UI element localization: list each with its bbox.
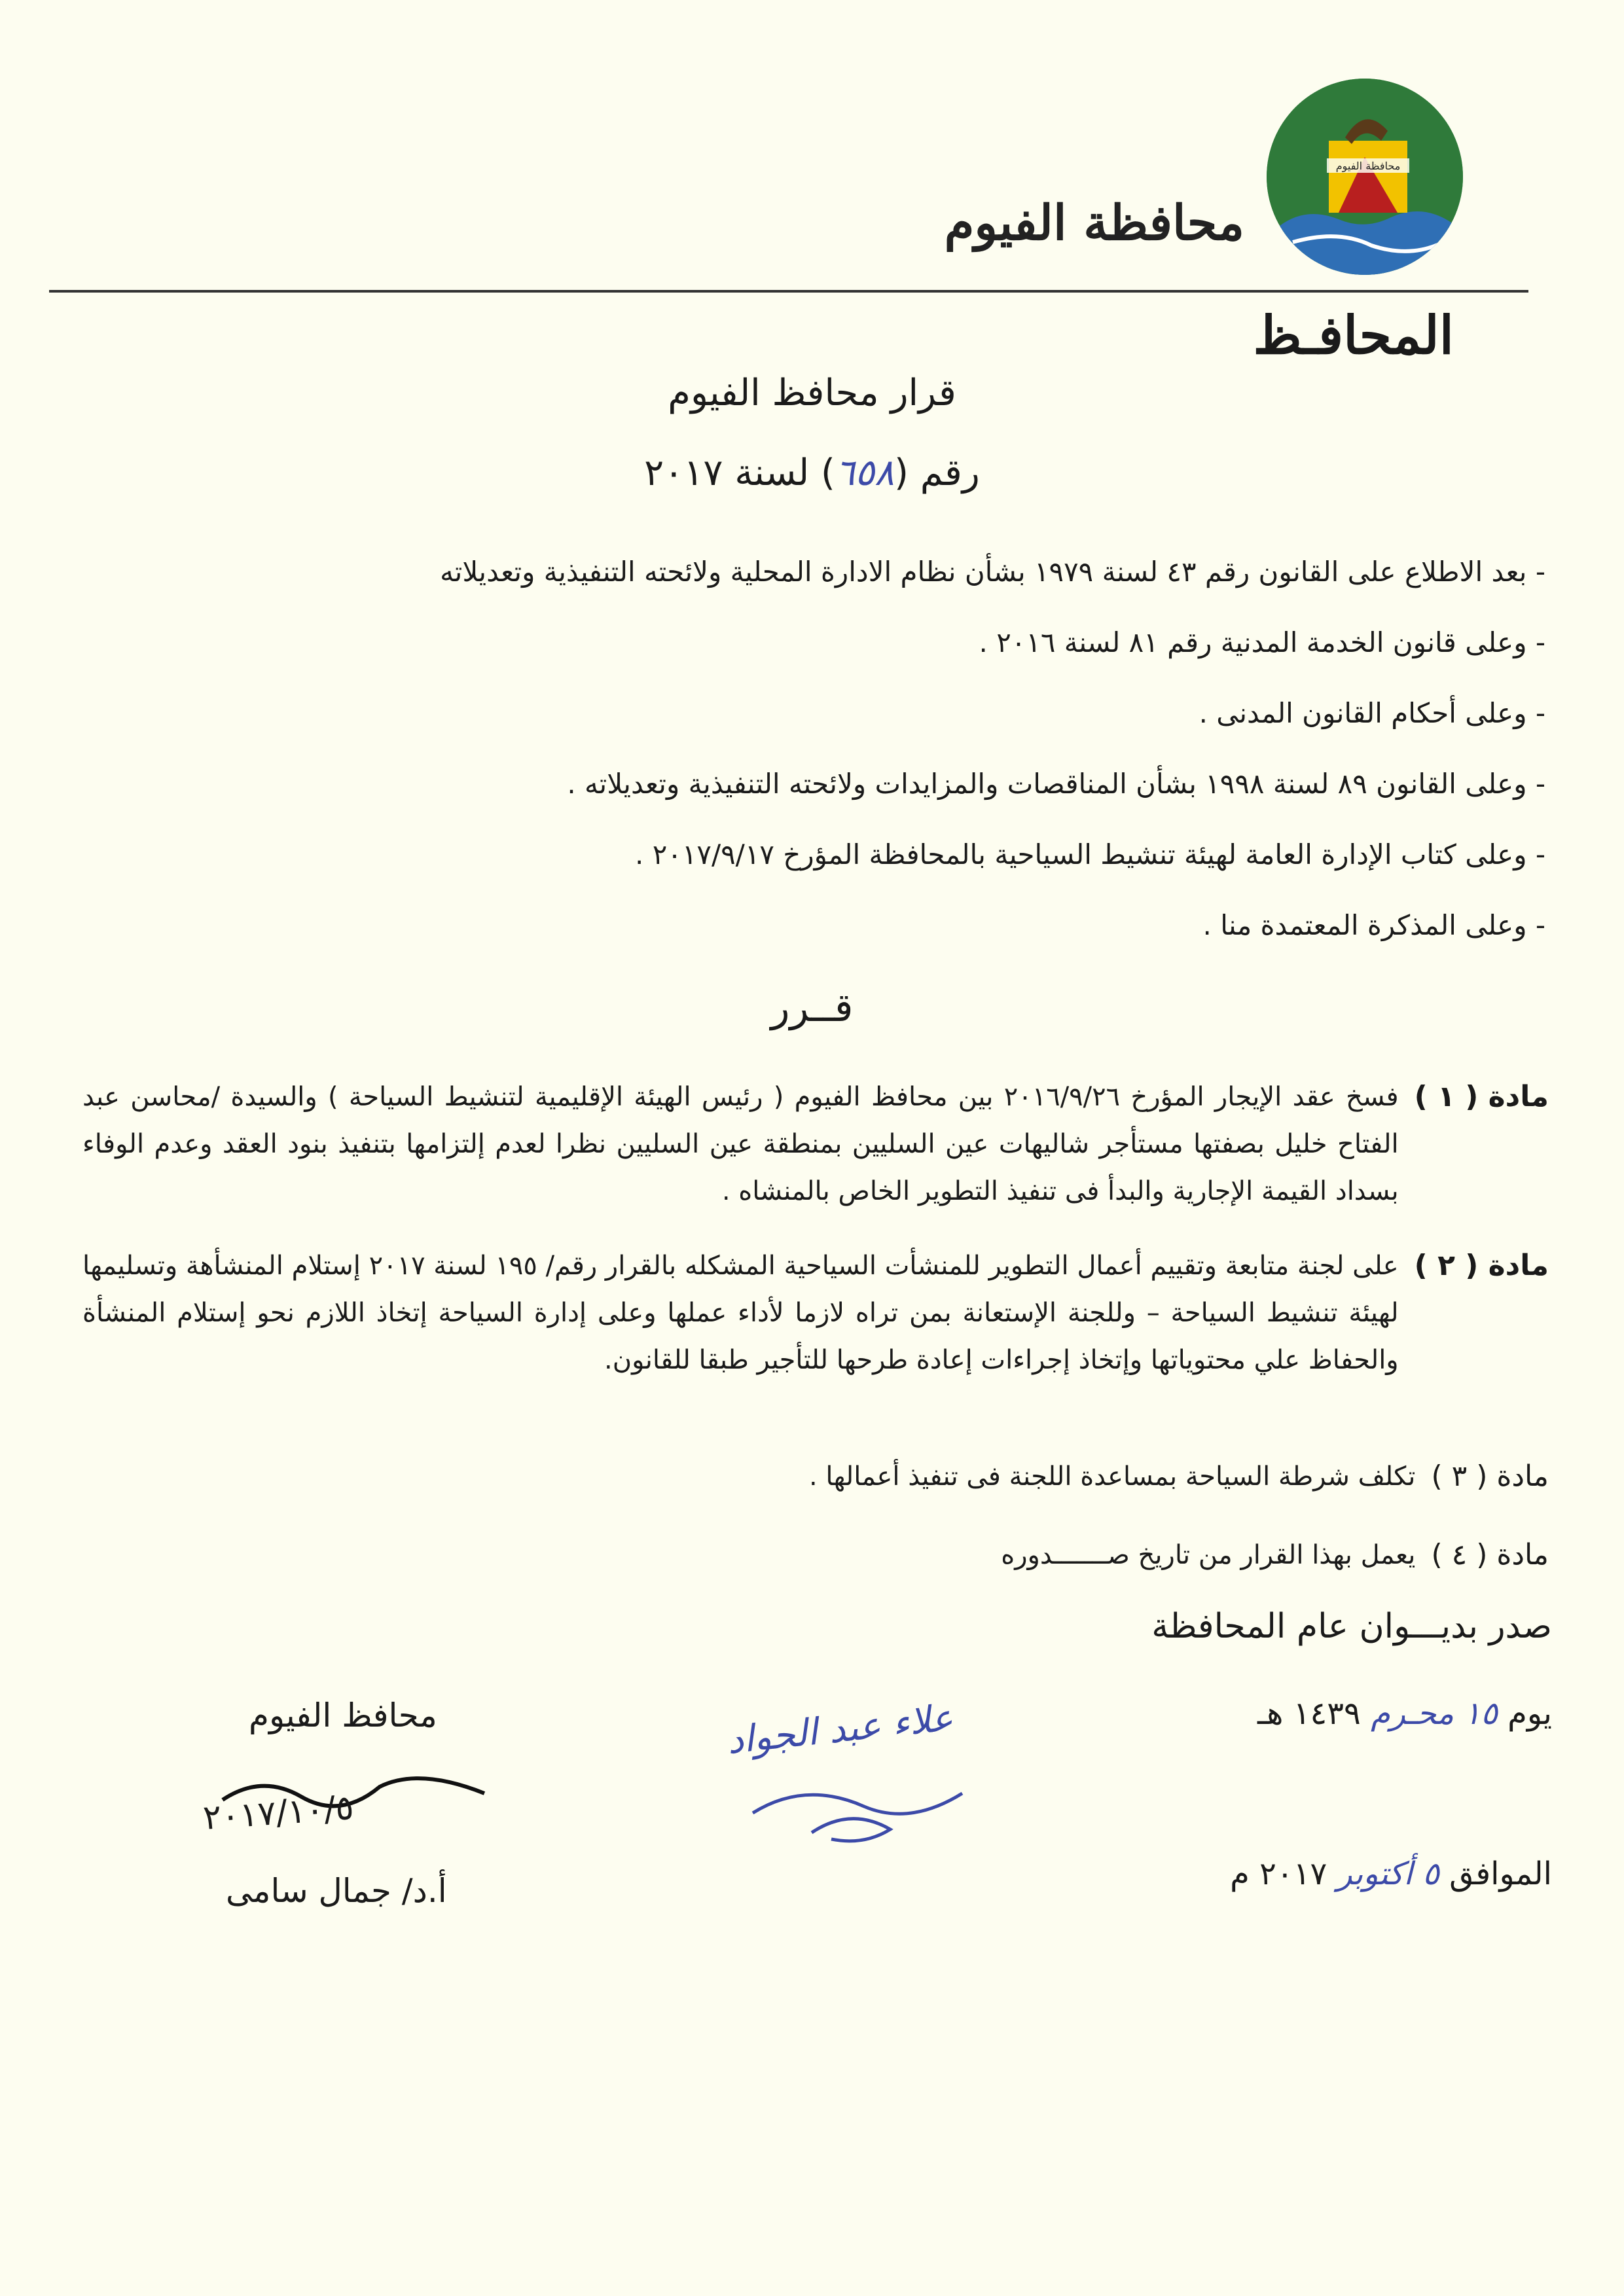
article-text: تكلف شرطة السياحة بمساعدة اللجنة فى تنفيذ أعمالها . [808, 1462, 1416, 1492]
article-4 [82, 1532, 1549, 1579]
greg-prefix: الموافق [1449, 1856, 1552, 1892]
header-divider [49, 290, 1528, 293]
preamble-item: - بعد الاطلاع على القانون رقم ٤٣ لسنة ١٩٧٩ بشأن نظام الادارة المحلية ولائحته التنفيذية وتعديلاته [105, 537, 1545, 607]
article-label: مادة ( ٣ ) [1431, 1460, 1549, 1493]
preamble-item: - وعلى كتاب الإدارة العامة لهيئة تنشيط السياحية بالمحافظة المؤرخ ٢٠١٧/٩/١٧ . [105, 819, 1545, 890]
article-text: على لجنة متابعة وتقييم أعمال التطوير للمنشأت السياحية المشكله بالقرار رقم/ ١٩٥ لسنة ٢٠١٧ إستلام المنشأهة وتسليمها لهيئة تنشيط السياحة – وللجنة الإستعانة بمن تراه لازما لأداء عملها وعلى إدارة السياحة إتخاذ اللازم نحو إستلام المنشأة والحفاظ علي محتوياتها وإتخاذ إجراءات إعادة طرحها للتأجير طبقا للقانون. [82, 1251, 1399, 1375]
gregorian-date [1230, 1856, 1552, 1892]
preamble-item: - وعلى القانون ٨٩ لسنة ١٩٩٨ بشأن المناقصات والمزايدات ولائحته التنفيذية وتعديلاته . [105, 749, 1545, 819]
seal-icon [1267, 79, 1463, 275]
decision-number [0, 452, 1624, 494]
office-title: المحافـظ [1253, 304, 1454, 366]
decision-title: قرار محافظ الفيوم [668, 372, 956, 414]
governorate-name: محافظة الفيوم [944, 195, 1244, 251]
article-2 [82, 1242, 1549, 1384]
seal-lettering: محافظة الفيوم [1335, 160, 1401, 172]
article-label: مادة ( ٤ ) [1431, 1538, 1549, 1571]
preamble-item: - وعلى أحكام القانون المدنى . [105, 678, 1545, 749]
hijri-date [1257, 1695, 1552, 1732]
article-text: يعمل بهذا القرار من تاريخ صـــــــدوره [1001, 1540, 1416, 1570]
article-1 [82, 1073, 1549, 1215]
article-text: فسخ عقد الإيجار المؤرخ ٢٠١٦/٩/٢٦ بين محافظ الفيوم ( رئيس الهيئة الإقليمية لتنشيط السياحة ) والسيدة /محاسن عبد الفتاح خليل بصفتها مستأجر شاليهات عين السليين بمنطقة عين السليين نظرا لعدم إلتزامها بتنفيذ بنود العقد وعدم الوفاء بسداد القيمة الإجارية والبدأ فى تنفيذ التطوير الخاص بالمنشاه . [82, 1082, 1399, 1206]
article-label: مادة ( ١ ) [1414, 1080, 1549, 1113]
issued-at: صدر بديـــوان عام المحافظة [1151, 1607, 1552, 1646]
governor-signature-title: محافظ الفيوم [249, 1696, 437, 1734]
middle-signatory-name: علاء عبد الجواد [725, 1696, 956, 1763]
decision-number-value: ٦٥٨ [835, 452, 895, 494]
resolved-heading: قــرر [770, 985, 854, 1031]
preamble-item: - وعلى المذكرة المعتمدة منا . [105, 890, 1545, 961]
governor-signature-date: ٢٠١٧/١٠/٥ [202, 1788, 355, 1838]
decision-number-prefix: رقم ( [894, 452, 980, 494]
middle-signature-scribble [713, 1682, 988, 1865]
hijri-suffix: ١٤٣٩ هـ [1257, 1695, 1361, 1732]
decision-number-suffix: ) لسنة ٢٠١٧ [644, 452, 835, 494]
hijri-handwritten: ١٥ محـرم [1371, 1695, 1498, 1732]
hijri-prefix: يوم [1507, 1695, 1552, 1732]
article-label: مادة ( ٢ ) [1414, 1249, 1549, 1282]
governorate-seal-logo [1267, 79, 1463, 275]
preamble-list [105, 537, 1545, 961]
preamble-item: - وعلى قانون الخدمة المدنية رقم ٨١ لسنة ٢٠١٦ . [105, 607, 1545, 678]
greg-suffix: ٢٠١٧ م [1230, 1856, 1327, 1892]
greg-handwritten: ٥ أكتوبر [1337, 1856, 1439, 1892]
governor-name: أ.د/ جمال سامى [226, 1872, 447, 1910]
article-3 [82, 1453, 1549, 1500]
